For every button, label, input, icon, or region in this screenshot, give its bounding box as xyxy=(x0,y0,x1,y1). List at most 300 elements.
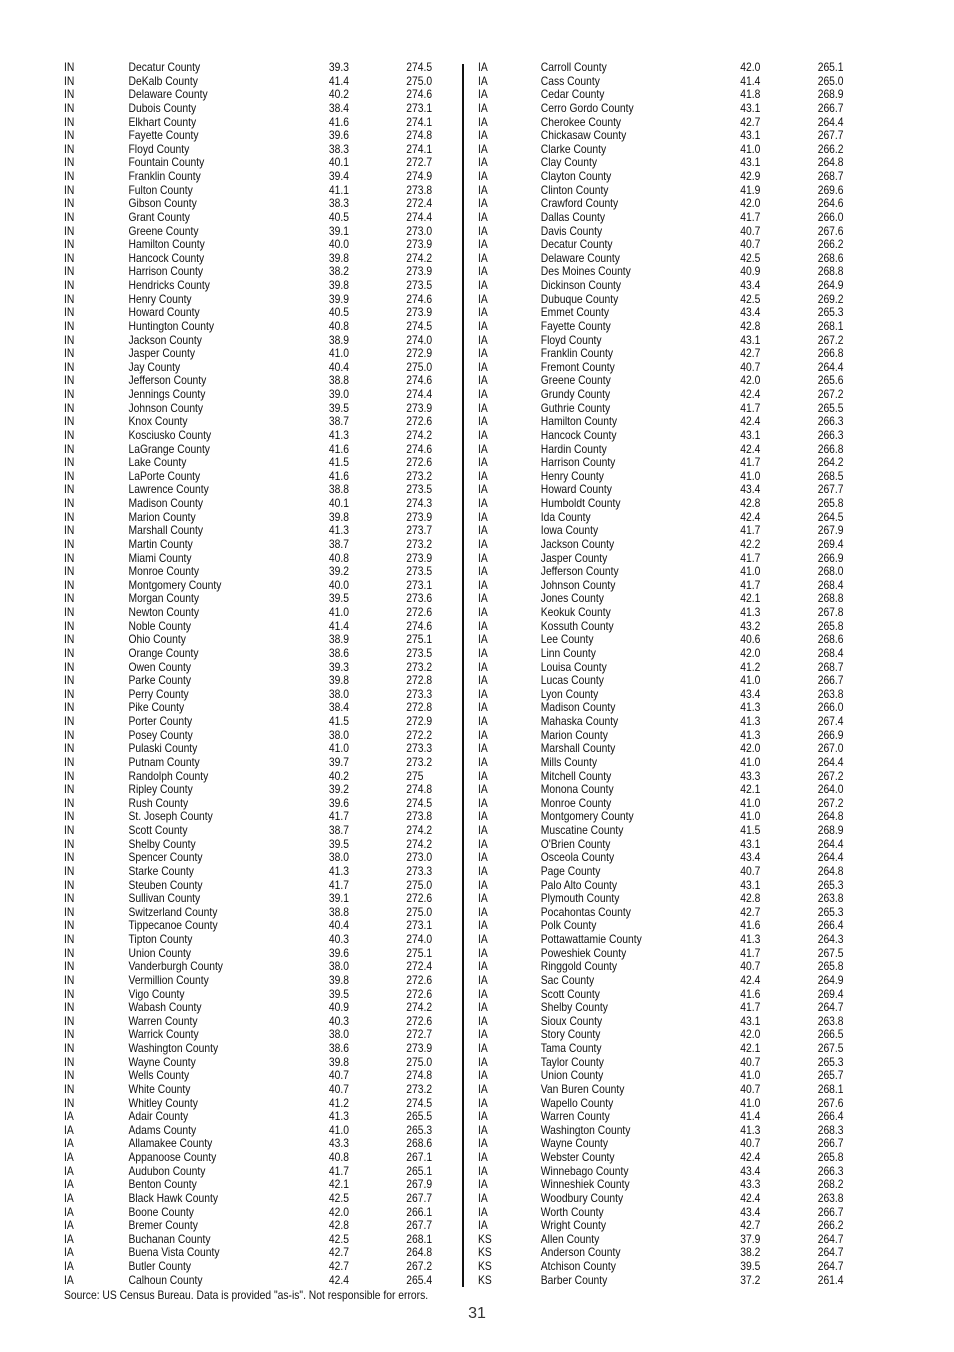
county-name: Dickinson County xyxy=(540,278,622,292)
state-code: IN xyxy=(64,1081,75,1096)
value-1: 40.7 xyxy=(740,359,761,374)
value-1: 42.8 xyxy=(740,891,761,906)
state-code: IA xyxy=(478,932,488,946)
value-1: 40.7 xyxy=(740,223,761,238)
county-name: Buena Vista County xyxy=(128,1245,220,1260)
value-2: 265.3 xyxy=(817,305,844,320)
value-1: 38.0 xyxy=(328,1027,349,1042)
value-1: 43.3 xyxy=(740,1177,761,1192)
state-code: IA xyxy=(64,1122,74,1137)
table-row xyxy=(64,305,433,320)
value-2: 274.8 xyxy=(406,782,433,797)
value-1: 41.5 xyxy=(328,714,349,728)
table-row xyxy=(478,523,844,538)
table-row xyxy=(478,414,844,429)
county-name: Henry County xyxy=(540,468,604,483)
state-code: IA xyxy=(478,673,488,688)
value-2: 265.7 xyxy=(817,1068,844,1083)
state-code: IA xyxy=(64,1109,74,1124)
value-1: 40.9 xyxy=(328,1000,349,1015)
county-name: Wright County xyxy=(540,1218,606,1233)
value-2: 266.8 xyxy=(817,441,844,456)
value-2: 264.8 xyxy=(817,155,844,170)
county-name: Pike County xyxy=(128,700,185,715)
state-code: IN xyxy=(64,1041,75,1055)
value-1: 39.5 xyxy=(328,400,349,415)
value-1: 41.0 xyxy=(740,809,761,824)
value-2: 272.8 xyxy=(406,700,433,715)
value-2: 265.8 xyxy=(817,496,844,510)
county-name: Martin County xyxy=(128,536,193,551)
state-code: IA xyxy=(478,1150,488,1164)
county-name: Shelby County xyxy=(540,1000,608,1015)
county-name: Switzerland County xyxy=(128,904,218,919)
state-code: IN xyxy=(64,305,75,320)
county-name: Page County xyxy=(540,863,601,878)
county-name: Linn County xyxy=(540,645,596,660)
state-code: IA xyxy=(478,550,488,565)
table-row xyxy=(64,686,433,702)
value-1: 41.4 xyxy=(328,73,349,88)
value-1: 40.1 xyxy=(328,155,349,170)
value-1: 41.4 xyxy=(740,73,761,88)
table-row xyxy=(478,1163,844,1179)
county-name: Guthrie County xyxy=(540,400,611,415)
value-1: 41.6 xyxy=(328,468,349,483)
table-row xyxy=(64,1150,433,1165)
table-row xyxy=(64,291,433,307)
county-name: Muscatine County xyxy=(540,823,624,837)
state-code: KS xyxy=(478,1231,492,1246)
value-2: 266.9 xyxy=(817,727,844,742)
table-row xyxy=(478,659,844,675)
value-2: 267.5 xyxy=(817,1041,844,1055)
value-1: 40.7 xyxy=(328,1068,349,1083)
table-row xyxy=(64,278,433,293)
value-1: 41.6 xyxy=(328,441,349,456)
state-code: IA xyxy=(478,209,488,224)
state-code: IA xyxy=(478,482,488,497)
county-name: Grundy County xyxy=(540,387,611,401)
value-1: 41.3 xyxy=(328,863,349,878)
value-2: 273.1 xyxy=(406,577,433,592)
table-row xyxy=(478,536,844,552)
county-name: Sac County xyxy=(540,972,595,987)
value-2: 273.2 xyxy=(406,536,433,551)
state-code: IA xyxy=(478,1027,488,1042)
value-1: 42.7 xyxy=(740,904,761,919)
county-name: Cedar County xyxy=(540,87,605,102)
page-number: 31 xyxy=(468,1305,486,1322)
value-2: 273.9 xyxy=(406,237,433,252)
state-code: IA xyxy=(478,645,488,660)
value-1: 41.5 xyxy=(740,823,761,837)
value-2: 268.0 xyxy=(817,564,844,579)
state-code: IN xyxy=(64,60,75,74)
value-2: 273.8 xyxy=(406,809,433,824)
table-row xyxy=(478,182,844,198)
table-row xyxy=(478,1245,844,1260)
value-2: 268.4 xyxy=(817,645,844,660)
state-code: IA xyxy=(478,441,488,456)
state-code: IN xyxy=(64,795,75,810)
county-name: Carroll County xyxy=(540,60,607,74)
table-row xyxy=(478,196,844,211)
state-code: IA xyxy=(478,795,488,810)
value-2: 268.6 xyxy=(817,632,844,647)
value-2: 275.1 xyxy=(406,945,433,960)
state-code: IA xyxy=(478,100,488,115)
value-2: 265.1 xyxy=(817,60,844,74)
value-2: 273.5 xyxy=(406,645,433,660)
value-2: 264.4 xyxy=(817,359,844,374)
value-2: 267.7 xyxy=(817,482,844,497)
county-name: Jennings County xyxy=(128,387,206,401)
state-code: IN xyxy=(64,659,75,674)
value-1: 42.7 xyxy=(740,114,761,129)
county-name: Jay County xyxy=(128,359,181,374)
value-1: 41.1 xyxy=(328,182,349,197)
value-2: 274.8 xyxy=(406,1068,433,1083)
county-name: Ida County xyxy=(540,509,591,524)
county-name: Monroe County xyxy=(540,795,612,810)
value-2: 272.7 xyxy=(406,1027,433,1042)
value-2: 266.9 xyxy=(817,550,844,565)
value-2: 274.5 xyxy=(406,1095,433,1110)
value-2: 272.7 xyxy=(406,155,433,170)
value-2: 269.2 xyxy=(817,291,844,306)
value-2: 273.0 xyxy=(406,850,433,865)
county-name: Warren County xyxy=(128,1013,198,1028)
value-1: 41.7 xyxy=(328,877,349,892)
county-name: Madison County xyxy=(540,700,616,715)
county-name: Fulton County xyxy=(128,182,193,197)
state-code: IN xyxy=(64,482,75,497)
value-1: 42.0 xyxy=(740,60,761,74)
county-name: Jefferson County xyxy=(540,564,619,579)
value-2: 272.6 xyxy=(406,1013,433,1028)
value-1: 42.5 xyxy=(328,1231,349,1246)
value-2: 264.8 xyxy=(817,809,844,824)
value-2: 265.3 xyxy=(406,1122,433,1137)
value-1: 42.1 xyxy=(740,591,761,606)
value-2: 266.2 xyxy=(817,141,844,156)
value-1: 43.4 xyxy=(740,482,761,497)
state-code: IA xyxy=(478,305,488,320)
county-name: Montgomery County xyxy=(540,809,634,824)
table-row xyxy=(478,87,844,102)
state-code: IA xyxy=(478,60,488,74)
state-code: IN xyxy=(64,823,75,837)
value-1: 40.8 xyxy=(328,318,349,333)
state-code: IN xyxy=(64,523,75,538)
value-2: 268.1 xyxy=(817,1081,844,1096)
state-code: IN xyxy=(64,1013,75,1028)
county-name: Appanoose County xyxy=(128,1150,217,1164)
state-code: IN xyxy=(64,850,75,865)
value-1: 42.7 xyxy=(328,1259,349,1273)
table-row xyxy=(64,741,433,756)
county-name: Pocahontas County xyxy=(540,904,631,919)
value-2: 266.8 xyxy=(817,346,844,361)
value-2: 267.6 xyxy=(817,223,844,238)
table-row xyxy=(478,237,844,252)
value-2: 265.3 xyxy=(817,904,844,919)
table-row xyxy=(478,836,844,852)
table-row xyxy=(64,87,433,102)
table-row xyxy=(64,441,433,457)
value-1: 42.8 xyxy=(328,1218,349,1233)
county-name: Atchison County xyxy=(540,1259,616,1273)
value-2: 273.1 xyxy=(406,100,433,115)
value-1: 39.3 xyxy=(328,60,349,74)
county-name: Lucas County xyxy=(540,673,604,688)
table-row xyxy=(64,496,433,511)
table-row xyxy=(478,877,844,893)
state-code: IA xyxy=(478,169,488,183)
value-1: 39.3 xyxy=(328,659,349,674)
state-code: IA xyxy=(478,1163,488,1178)
table-row xyxy=(64,346,433,361)
value-1: 42.2 xyxy=(740,536,761,551)
value-2: 264.5 xyxy=(817,509,844,524)
county-name: Pulaski County xyxy=(128,741,198,756)
value-2: 268.9 xyxy=(817,823,844,837)
value-1: 41.0 xyxy=(740,141,761,156)
value-1: 43.1 xyxy=(740,155,761,170)
county-name: Davis County xyxy=(540,223,603,238)
county-name: Palo Alto County xyxy=(540,877,618,892)
value-2: 268.8 xyxy=(817,591,844,606)
county-name: Lyon County xyxy=(540,686,599,701)
table-row xyxy=(64,1136,433,1151)
county-name: Miami County xyxy=(128,550,192,565)
table-row xyxy=(478,932,844,947)
county-name: Delaware County xyxy=(128,87,208,102)
value-1: 39.8 xyxy=(328,509,349,524)
table-row xyxy=(478,673,844,688)
state-code: IN xyxy=(64,169,75,183)
state-code: IN xyxy=(64,278,75,292)
county-name: LaPorte County xyxy=(128,468,201,483)
county-name: Scott County xyxy=(540,986,600,1001)
state-code: IA xyxy=(478,1068,488,1083)
value-2: 269.4 xyxy=(817,536,844,551)
table-row xyxy=(478,359,844,375)
state-code: IA xyxy=(478,700,488,715)
county-name: Spencer County xyxy=(128,850,203,865)
table-row xyxy=(64,632,433,647)
value-2: 274.1 xyxy=(406,141,433,156)
state-code: IN xyxy=(64,87,75,102)
state-code: IN xyxy=(64,100,75,115)
state-code: IN xyxy=(64,182,75,197)
table-row xyxy=(64,1109,433,1124)
table-row xyxy=(64,782,433,797)
value-2: 272.6 xyxy=(406,972,433,987)
table-row xyxy=(478,632,844,647)
county-name: Monroe County xyxy=(128,564,200,579)
state-code: IN xyxy=(64,250,75,265)
county-name: Cass County xyxy=(540,73,600,88)
value-2: 274.4 xyxy=(406,209,433,224)
state-code: IA xyxy=(64,1204,74,1219)
table-row xyxy=(478,1081,844,1097)
state-code: IA xyxy=(64,1245,74,1260)
state-code: IA xyxy=(478,468,488,483)
county-name: Marshall County xyxy=(128,523,204,538)
county-name: Elkhart County xyxy=(128,114,197,129)
state-code: IA xyxy=(478,87,488,102)
table-row xyxy=(478,60,844,75)
table-row xyxy=(478,863,844,879)
value-1: 40.5 xyxy=(328,209,349,224)
value-1: 39.0 xyxy=(328,387,349,401)
state-code: IA xyxy=(478,359,488,374)
table-row xyxy=(478,1259,844,1274)
value-2: 267.1 xyxy=(406,1150,433,1164)
state-code: IN xyxy=(64,564,75,579)
state-code: IA xyxy=(478,278,488,292)
county-name: Iowa County xyxy=(540,523,599,538)
county-name: Tippecanoe County xyxy=(128,918,218,933)
state-code: IN xyxy=(64,73,75,88)
value-1: 40.7 xyxy=(740,1136,761,1151)
state-code: IA xyxy=(478,182,488,197)
value-2: 265.6 xyxy=(817,373,844,388)
value-1: 43.4 xyxy=(740,278,761,292)
table-row xyxy=(64,877,433,893)
state-code: IA xyxy=(478,373,488,388)
value-1: 42.5 xyxy=(740,250,761,265)
value-2: 273.5 xyxy=(406,482,433,497)
value-2: 272.2 xyxy=(406,727,433,742)
value-1: 41.7 xyxy=(740,550,761,565)
county-name: Wapello County xyxy=(540,1095,614,1110)
state-code: IN xyxy=(64,468,75,483)
value-1: 39.5 xyxy=(328,986,349,1001)
value-1: 37.9 xyxy=(740,1231,761,1246)
value-2: 264.7 xyxy=(817,1259,844,1273)
table-row xyxy=(478,114,844,130)
table-row xyxy=(478,959,844,974)
value-1: 42.5 xyxy=(740,291,761,306)
value-1: 41.0 xyxy=(740,673,761,688)
county-name: Morgan County xyxy=(128,591,200,606)
state-code: IN xyxy=(64,1068,75,1083)
value-2: 274.3 xyxy=(406,496,433,510)
value-1: 38.0 xyxy=(328,686,349,701)
table-row xyxy=(64,141,433,157)
state-code: IA xyxy=(478,877,488,892)
value-1: 38.8 xyxy=(328,904,349,919)
table-row xyxy=(478,591,844,606)
table-row xyxy=(478,1136,844,1151)
table-row xyxy=(478,400,844,416)
table-row xyxy=(478,577,844,593)
value-1: 40.3 xyxy=(328,932,349,946)
value-1: 43.2 xyxy=(740,618,761,633)
state-code: IA xyxy=(478,754,488,769)
table-row xyxy=(478,441,844,457)
table-row xyxy=(478,754,844,770)
table-row xyxy=(64,768,424,784)
table-row xyxy=(64,523,433,538)
county-name: Jackson County xyxy=(540,536,615,551)
table-row xyxy=(64,618,433,634)
state-code: IA xyxy=(64,1218,74,1233)
value-2: 263.8 xyxy=(817,686,844,701)
table-row xyxy=(64,100,433,116)
county-name: Franklin County xyxy=(540,346,614,361)
state-code: IA xyxy=(64,1259,74,1273)
county-name: Hancock County xyxy=(128,250,205,265)
table-row xyxy=(478,823,844,838)
table-row xyxy=(478,223,844,239)
state-code: IN xyxy=(64,414,75,429)
table-row xyxy=(478,209,844,225)
state-code: IA xyxy=(478,223,488,238)
state-code: IN xyxy=(64,1054,75,1069)
state-code: IA xyxy=(478,564,488,579)
county-name: Winneshiek County xyxy=(540,1177,630,1192)
value-1: 43.3 xyxy=(740,768,761,783)
table-row xyxy=(64,645,433,661)
value-2: 267.2 xyxy=(817,795,844,810)
value-1: 41.7 xyxy=(328,1163,349,1178)
table-row xyxy=(64,1177,433,1192)
value-1: 43.4 xyxy=(740,1204,761,1219)
value-2: 274.6 xyxy=(406,373,433,388)
value-1: 39.5 xyxy=(328,836,349,851)
table-row xyxy=(64,564,433,579)
value-1: 42.4 xyxy=(740,387,761,401)
table-row xyxy=(64,1041,433,1056)
table-row xyxy=(64,1163,433,1179)
county-name: Ringgold County xyxy=(540,959,618,974)
state-code: IN xyxy=(64,1095,75,1110)
table-row xyxy=(478,1122,844,1138)
value-2: 264.7 xyxy=(817,1231,844,1246)
county-name: Harrison County xyxy=(128,264,204,279)
value-1: 43.4 xyxy=(740,686,761,701)
value-1: 39.1 xyxy=(328,891,349,906)
value-2: 267.6 xyxy=(817,1095,844,1110)
table-row xyxy=(64,182,433,198)
value-2: 265.8 xyxy=(817,1150,844,1164)
table-row xyxy=(478,1231,844,1247)
table-row xyxy=(478,482,844,497)
state-code: IN xyxy=(64,1027,75,1042)
county-name: Hamilton County xyxy=(540,414,618,429)
county-name: Hendricks County xyxy=(128,278,210,292)
county-name: Madison County xyxy=(128,496,204,510)
value-2: 264.8 xyxy=(406,1245,433,1260)
value-1: 39.6 xyxy=(328,128,349,143)
table-row xyxy=(478,1013,844,1029)
county-name: Vigo County xyxy=(128,986,185,1001)
county-name: Cherokee County xyxy=(540,114,622,129)
table-row xyxy=(64,1000,433,1015)
value-1: 38.9 xyxy=(328,332,349,347)
county-name: Louisa County xyxy=(540,659,607,674)
county-name: Clay County xyxy=(540,155,598,170)
value-2: 273.9 xyxy=(406,1041,433,1055)
value-2: 264.8 xyxy=(817,863,844,878)
value-1: 40.7 xyxy=(740,959,761,974)
value-1: 38.0 xyxy=(328,727,349,742)
state-code: IA xyxy=(478,1013,488,1028)
